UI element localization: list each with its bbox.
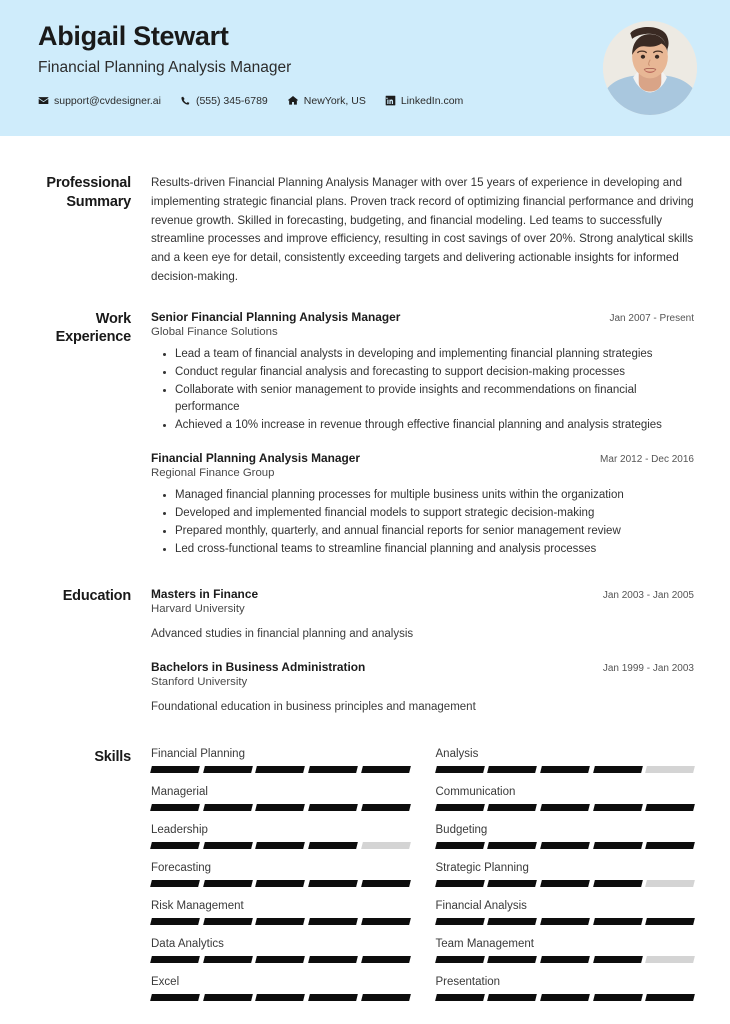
skill-level-segment <box>487 918 536 925</box>
education-entry <box>151 660 694 716</box>
skill-level-segment <box>487 766 536 773</box>
skill-name: Leadership <box>151 824 208 837</box>
skill-level-segment <box>256 994 305 1001</box>
skill-level-segment <box>645 842 694 849</box>
resume-header <box>0 0 730 136</box>
phone-icon <box>180 95 191 106</box>
contact-phone-label: (555) 345-6789 <box>195 94 268 107</box>
skill-level-bar <box>436 766 695 773</box>
list-item: • Developed and implemented financial models to support strategic decision-making <box>175 505 694 522</box>
skill-level-segment <box>487 842 536 849</box>
skill-level-segment <box>256 880 305 887</box>
skills-body <box>151 748 694 1014</box>
experience-entry <box>151 451 694 558</box>
skill-level-bar <box>436 804 695 811</box>
skill-level-bar <box>436 994 695 1001</box>
skill-level-segment <box>361 766 410 773</box>
skill-level-segment <box>256 956 305 963</box>
contact-row <box>38 95 598 107</box>
list-item: • Achieved a 10% increase in revenue through effective financial planning and analysis strategies <box>175 417 694 434</box>
skill-name: Risk Management <box>151 900 244 913</box>
skill-name: Budgeting <box>435 824 488 837</box>
entry-header <box>151 587 694 601</box>
header-text-block <box>38 22 598 107</box>
skill-level-segment <box>540 956 589 963</box>
skill-item <box>151 938 410 976</box>
skill-level-segment <box>150 994 199 1001</box>
skill-level-segment <box>203 766 252 773</box>
skill-item <box>151 862 410 900</box>
skill-level-segment <box>150 766 199 773</box>
skill-level-bar <box>436 880 695 887</box>
list-item: • Led cross-functional teams to streamline financial planning and analysis processes <box>175 541 694 558</box>
skill-level-segment <box>435 880 484 887</box>
skill-level-segment <box>150 804 199 811</box>
entry-date: Jan 2007 - Present <box>609 312 694 324</box>
skill-level-segment <box>308 956 357 963</box>
entry-organization: Harvard University <box>151 602 245 615</box>
entry-date: Mar 2012 - Dec 2016 <box>600 453 694 465</box>
page-title: Abigail Stewart <box>38 21 229 51</box>
section-professional-summary <box>38 174 694 287</box>
skill-item <box>151 824 410 862</box>
list-item: • Managed financial planning processes for multiple business units within the organization <box>175 487 694 504</box>
skill-level-segment <box>645 766 694 773</box>
skill-level-segment <box>540 804 589 811</box>
contact-linkedin-label: LinkedIn.com <box>400 94 464 107</box>
entry-header <box>151 310 694 324</box>
skill-level-segment <box>435 994 484 1001</box>
home-icon <box>287 95 299 106</box>
contact-phone[interactable] <box>180 95 268 107</box>
skill-level-segment <box>150 956 199 963</box>
skill-level-segment <box>361 994 410 1001</box>
entry-date: Jan 2003 - Jan 2005 <box>602 589 694 601</box>
skill-level-segment <box>256 804 305 811</box>
skill-name: Strategic Planning <box>435 862 529 875</box>
skill-item <box>436 900 695 938</box>
entry-organization: Stanford University <box>151 676 248 689</box>
skill-level-bar <box>436 842 695 849</box>
section-education <box>38 587 694 721</box>
contact-email[interactable] <box>38 95 161 107</box>
skill-level-segment <box>645 918 694 925</box>
skill-item <box>151 786 410 824</box>
skill-name: Excel <box>151 976 180 989</box>
skill-level-segment <box>256 842 305 849</box>
entry-bullet-list <box>151 346 694 434</box>
skill-item <box>151 900 410 938</box>
skill-level-segment <box>540 994 589 1001</box>
avatar-illustration <box>603 21 697 115</box>
skill-level-segment <box>487 956 536 963</box>
skill-level-bar <box>436 956 695 963</box>
entry-bullet-list <box>151 487 694 558</box>
skill-level-segment <box>435 804 484 811</box>
skill-name: Data Analytics <box>151 938 224 951</box>
section-label-experience: Work Experience <box>55 310 131 346</box>
skill-name: Communication <box>435 786 516 799</box>
skill-name: Financial Analysis <box>435 900 527 913</box>
skill-level-segment <box>150 880 199 887</box>
skill-level-segment <box>435 842 484 849</box>
skill-level-bar <box>151 956 410 963</box>
avatar <box>603 21 697 115</box>
list-item: • Conduct regular financial analysis and forecasting to support decision-making processes <box>175 364 694 381</box>
skill-level-segment <box>540 880 589 887</box>
education-body <box>151 587 694 721</box>
skill-level-segment <box>203 880 252 887</box>
skill-item <box>151 976 410 1014</box>
section-label-skills: Skills <box>94 749 131 766</box>
skill-level-segment <box>361 918 410 925</box>
skill-level-segment <box>150 918 199 925</box>
entry-date: Jan 1999 - Jan 2003 <box>602 663 694 675</box>
skill-level-segment <box>593 804 642 811</box>
skill-level-segment <box>540 842 589 849</box>
skill-level-bar <box>151 842 410 849</box>
skill-level-bar <box>436 918 695 925</box>
skill-level-segment <box>256 766 305 773</box>
entry-title: Financial Planning Analysis Manager <box>151 450 361 465</box>
skill-name: Managerial <box>151 786 208 799</box>
experience-entry <box>151 310 694 434</box>
summary-body <box>151 174 694 287</box>
list-item: • Collaborate with senior management to provide insights and recommendations on financial performance <box>175 382 694 416</box>
skill-level-segment <box>361 842 410 849</box>
skill-item <box>436 824 695 862</box>
contact-linkedin[interactable] <box>385 95 463 107</box>
skill-level-segment <box>203 994 252 1001</box>
skill-level-segment <box>361 956 410 963</box>
section-label-summary: Professional Summary <box>46 175 131 210</box>
skill-level-segment <box>308 766 357 773</box>
summary-text: Results-driven Financial Planning Analysis Manager with over 15 years of experience in developing and implementing strategic financial plans. Proven track record of optimizing financial performance and driving revenue growth. Skilled in forecasting, budgeting, and financial modeling. Led teams to successfully streamline processes and improve efficiency, resulting in cost savings of over 20%. Strong analytical skills and a keen eye for detail, consistently exceeding targets and delivering actionable insights for informed decision-making. <box>151 176 694 283</box>
skill-name: Analysis <box>435 748 479 761</box>
skill-level-segment <box>645 956 694 963</box>
skill-item <box>436 938 695 976</box>
list-item: • Prepared monthly, quarterly, and annual financial reports for senior management review <box>175 523 694 540</box>
skill-item <box>436 976 695 1014</box>
skill-level-segment <box>593 956 642 963</box>
skill-level-segment <box>308 994 357 1001</box>
skill-level-segment <box>435 766 484 773</box>
skill-level-segment <box>435 918 484 925</box>
entry-header <box>151 660 694 674</box>
skill-level-segment <box>593 880 642 887</box>
job-title: Financial Planning Analysis Manager <box>38 58 292 76</box>
skill-name: Presentation <box>435 976 501 989</box>
skill-name: Financial Planning <box>151 748 245 761</box>
skill-level-segment <box>593 842 642 849</box>
skill-item <box>436 862 695 900</box>
entry-title: Senior Financial Planning Analysis Manager <box>151 309 401 324</box>
skill-level-segment <box>645 804 694 811</box>
skill-level-segment <box>593 766 642 773</box>
skill-level-bar <box>151 918 410 925</box>
skill-level-segment <box>308 880 357 887</box>
skill-level-segment <box>308 804 357 811</box>
skill-item <box>436 748 695 786</box>
contact-email-label: support@cvdesigner.ai <box>54 94 161 107</box>
skill-level-segment <box>645 994 694 1001</box>
education-entry <box>151 587 694 643</box>
entry-title: Masters in Finance <box>151 586 259 601</box>
skill-name: Team Management <box>435 938 534 951</box>
skill-level-segment <box>540 918 589 925</box>
linkedin-icon <box>385 95 396 106</box>
section-work-experience <box>38 310 694 562</box>
skill-level-segment <box>487 804 536 811</box>
skill-level-segment <box>487 880 536 887</box>
experience-body <box>151 310 694 562</box>
section-label-education: Education <box>62 587 131 604</box>
entry-header <box>151 451 694 465</box>
envelope-icon <box>38 95 49 106</box>
skill-level-segment <box>593 994 642 1001</box>
skill-level-segment <box>645 880 694 887</box>
entry-organization: Global Finance Solutions <box>151 325 278 338</box>
entry-title: Bachelors in Business Administration <box>151 660 366 675</box>
entry-organization: Regional Finance Group <box>151 466 275 479</box>
skill-level-segment <box>361 880 410 887</box>
contact-location[interactable] <box>287 95 366 107</box>
skill-level-segment <box>150 842 199 849</box>
skill-level-segment <box>203 842 252 849</box>
skill-item <box>436 786 695 824</box>
skill-level-segment <box>256 918 305 925</box>
skill-item <box>151 748 410 786</box>
skill-level-segment <box>203 918 252 925</box>
list-item: • Lead a team of financial analysts in developing and implementing financial planning strategies <box>175 346 694 363</box>
skill-name: Forecasting <box>151 862 212 875</box>
skill-level-segment <box>361 804 410 811</box>
section-skills <box>38 748 694 1014</box>
resume-body <box>0 174 730 1014</box>
skill-level-segment <box>435 956 484 963</box>
skill-level-bar <box>151 994 410 1001</box>
skills-grid <box>151 748 694 1014</box>
skill-level-bar <box>151 880 410 887</box>
skill-level-segment <box>593 918 642 925</box>
skill-level-bar <box>151 804 410 811</box>
skill-level-segment <box>308 842 357 849</box>
skill-level-segment <box>308 918 357 925</box>
skill-level-segment <box>203 956 252 963</box>
skill-level-segment <box>203 804 252 811</box>
skill-level-segment <box>540 766 589 773</box>
entry-description: Foundational education in business principles and management <box>151 701 476 714</box>
entry-description: Advanced studies in financial planning and analysis <box>151 627 414 640</box>
skill-level-segment <box>487 994 536 1001</box>
contact-location-label: NewYork, US <box>303 94 366 107</box>
skill-level-bar <box>151 766 410 773</box>
